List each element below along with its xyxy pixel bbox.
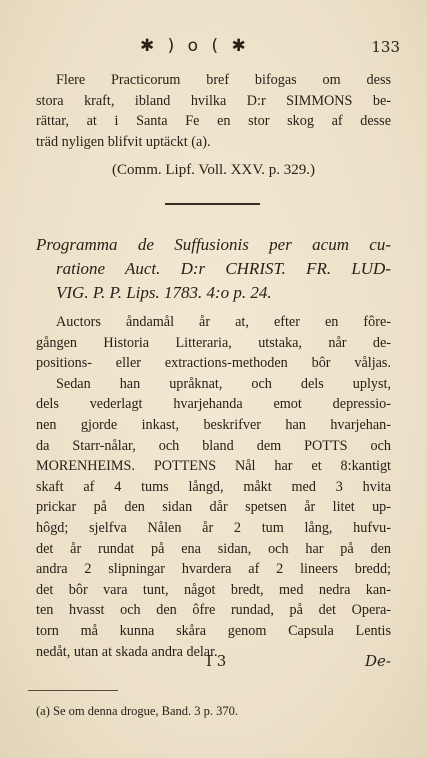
body-text (36, 312, 391, 662)
text-line: stora kraft, ibland hvilka D:r SIMMONS be- (36, 92, 391, 109)
text-line: gången Historia Litteraria, utstaka, når de- (36, 334, 391, 351)
footnote: (a) Se om denna drogue, Band. 3 p. 370. (36, 704, 239, 718)
catchline (36, 652, 391, 674)
title-line: Programma de Suffusionis per acum cu- (36, 235, 391, 254)
text-line: Flere Practicorum bref bifogas om dess (56, 72, 391, 88)
text-line: MORENHEIMS. POTTENS Nål har et 8:kantigt (36, 458, 391, 475)
title-line: ratione Auct. D:r CHRIST. FR. LUD- (56, 259, 391, 278)
text-line: ten hvasst och den ôfre rundad, på det Opera- (36, 602, 391, 619)
text-line: Auctors åndamål år at, efter en fôre- (56, 314, 391, 330)
text-line: Sedan han upråknat, och dels uplyst, (56, 375, 391, 392)
text-line: dels vederlagt hvarjehanda emot depressio- (36, 396, 391, 413)
paragraph-1 (36, 70, 391, 152)
footnote-rule (28, 690, 118, 691)
section-divider (165, 203, 260, 205)
header-ornament: ✱ ) o ( ✱ (140, 36, 250, 56)
text-line: det bôr vara tunt, något bredt, med nedra kan- (36, 581, 391, 598)
text-line: det år rundat på ena sidan, och har på den (36, 540, 391, 557)
catchword: De- (365, 652, 391, 670)
text-line: torn må kunna skåra genom Capsula Lentis (36, 622, 391, 639)
signature-mark: I 3 (206, 652, 227, 670)
text-line: prickar på den sidan dår spetsen år litet up- (36, 499, 391, 516)
title-line: VIG. P. P. Lips. 1783. 4:o p. 24. (56, 283, 272, 302)
text-line: da Starr-nålar, och bland dem POTTS och (36, 437, 391, 454)
text-line: rättar, at i Santa Fe en stor skog af desse (36, 113, 391, 130)
page-number: 133 (371, 38, 400, 56)
citation: (Comm. Lipf. Voll. XXV. p. 329.) (112, 162, 315, 178)
text-line: hôgd; sjelfva Nålen år 2 tum lång, hufvu- (36, 519, 391, 536)
text-line: skaft af 4 tums långd, måkt med 3 hvita (36, 478, 391, 495)
running-header (0, 36, 427, 60)
text-line: träd nyligen blifvit uptäckt (a). (36, 133, 211, 150)
text-line: nedåt, utan at skada andra delar. (36, 643, 218, 660)
text-line: andra 2 slipningar hvardera af 2 lineers bredd; (36, 561, 391, 578)
text-line: nen gjorde inkast, beskrifver han hvarjehan- (36, 416, 391, 433)
section-title (36, 233, 391, 305)
text-line: positions- eller extractions-methoden bôr våljas. (36, 355, 391, 372)
